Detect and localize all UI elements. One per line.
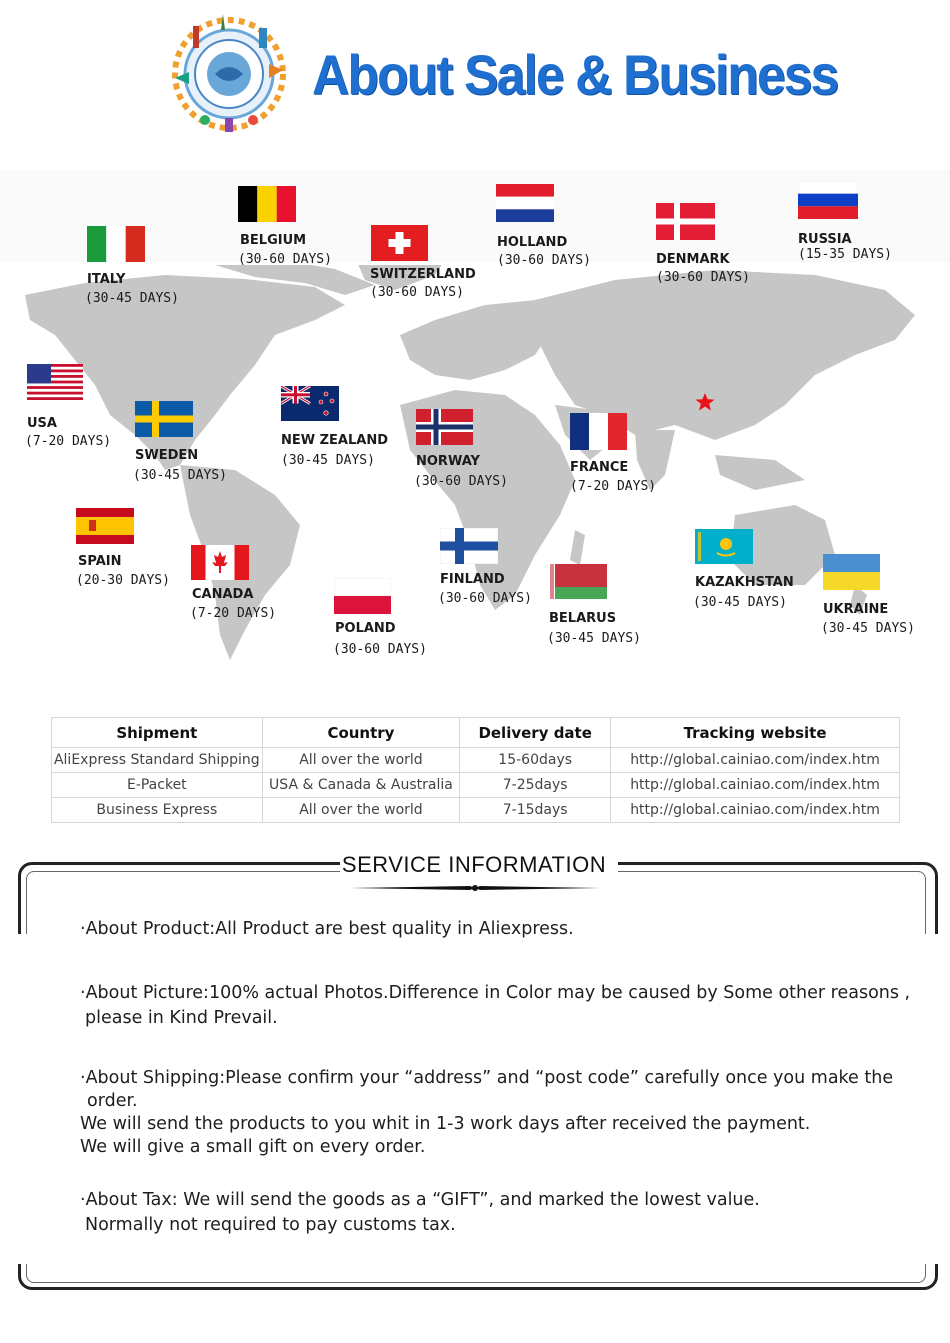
delivery-days: (7-20 DAYS) — [190, 606, 277, 621]
country-cell: All over the world — [262, 748, 460, 773]
table-row — [52, 748, 900, 773]
delivery-days: (30-60 DAYS) — [438, 591, 532, 606]
delivery-cell: 15-60days — [460, 748, 611, 773]
new-zealand-flag-icon — [281, 386, 339, 421]
country-label: SWITZERLAND — [370, 267, 476, 282]
country-cell: All over the world — [262, 798, 460, 823]
title-divider-ornament — [350, 884, 600, 892]
shipment-cell: Business Express — [52, 798, 263, 823]
delivery-days: (15-35 DAYS) — [798, 247, 892, 262]
country-label: CANADA — [192, 587, 254, 602]
italy-flag-icon — [87, 226, 145, 262]
delivery-days: (7-20 DAYS) — [570, 479, 657, 494]
delivery-days: (30-45 DAYS) — [693, 595, 787, 610]
country-label: SPAIN — [78, 554, 122, 569]
delivery-days: (30-60 DAYS) — [414, 474, 508, 489]
tracking-link[interactable]: http://global.cainiao.com/index.htm — [611, 748, 900, 773]
country-label: SWEDEN — [135, 448, 199, 463]
tracking-link[interactable]: http://global.cainiao.com/index.htm — [611, 773, 900, 798]
about-tax-text: ·About Tax: We will send the goods as a “GIFT”, and marked the lowest value. — [80, 1190, 760, 1210]
delivery-days: (30-60 DAYS) — [370, 285, 464, 300]
france-flag-icon — [570, 413, 627, 450]
about-product-text: ·About Product:All Product are best quality in Aliexpress. — [80, 919, 574, 939]
country-label: POLAND — [335, 621, 396, 636]
travel-globe-logo — [165, 8, 293, 136]
star-icon — [695, 392, 715, 412]
country-label: HOLLAND — [497, 235, 568, 250]
country-label: DENMARK — [656, 252, 730, 267]
column-header: Delivery date — [460, 718, 611, 748]
about-shipping-text-cont: order. — [87, 1091, 138, 1111]
table-header-row — [52, 718, 900, 748]
about-picture-text: ·About Picture:100% actual Photos.Difference in Color may be caused by Some other reasons , — [80, 983, 911, 1003]
delivery-days: (30-60 DAYS) — [497, 253, 591, 268]
delivery-days: (20-30 DAYS) — [76, 573, 170, 588]
country-label: BELGIUM — [240, 233, 307, 248]
usa-flag-icon — [27, 364, 83, 400]
belgium-flag-icon — [238, 186, 296, 222]
country-label: USA — [27, 416, 57, 431]
finland-flag-icon — [440, 528, 498, 564]
country-label: UKRAINE — [823, 602, 889, 617]
kazakhstan-flag-icon — [695, 529, 753, 564]
holland-flag-icon — [496, 184, 554, 222]
delivery-days: (7-20 DAYS) — [25, 434, 112, 449]
shipment-cell: E-Packet — [52, 773, 263, 798]
spain-flag-icon — [76, 508, 134, 544]
delivery-days: (30-45 DAYS) — [133, 468, 227, 483]
column-header: Country — [262, 718, 460, 748]
delivery-cell: 7-25days — [460, 773, 611, 798]
about-shipping-text: ·About Shipping:Please confirm your “address” and “post code” carefully once you make the — [80, 1068, 894, 1088]
country-label: RUSSIA — [798, 232, 852, 247]
service-info-title: SERVICE INFORMATION — [341, 852, 607, 877]
delivery-days: (30-45 DAYS) — [281, 453, 375, 468]
delivery-cell: 7-15days — [460, 798, 611, 823]
norway-flag-icon — [416, 409, 473, 445]
delivery-days: (30-60 DAYS) — [238, 252, 332, 267]
delivery-days: (30-45 DAYS) — [547, 631, 641, 646]
country-label: BELARUS — [549, 611, 617, 626]
table-row — [52, 773, 900, 798]
russia-flag-icon — [798, 181, 858, 219]
gift-text: We will give a small gift on every order. — [80, 1137, 426, 1157]
delivery-days: (30-60 DAYS) — [333, 642, 427, 657]
country-label: ITALY — [87, 272, 126, 287]
tracking-link[interactable]: http://global.cainiao.com/index.htm — [611, 798, 900, 823]
shipment-cell: AliExpress Standard Shipping — [52, 748, 263, 773]
delivery-days: (30-45 DAYS) — [85, 291, 179, 306]
shipping-table — [51, 717, 900, 823]
poland-flag-icon — [334, 578, 391, 614]
country-label: KAZAKHSTAN — [695, 575, 794, 590]
canada-flag-icon — [191, 545, 249, 580]
switzerland-flag-icon — [371, 225, 428, 261]
belarus-flag-icon — [549, 564, 607, 599]
column-header: Tracking website — [611, 718, 900, 748]
about-tax-text-cont: Normally not required to pay customs tax. — [85, 1215, 456, 1235]
table-row — [52, 798, 900, 823]
column-header: Shipment — [52, 718, 263, 748]
dispatch-time-text: We will send the products to you whit in 1-3 work days after received the payment. — [80, 1114, 811, 1134]
denmark-flag-icon — [656, 203, 715, 240]
country-cell: USA & Canada & Australia — [262, 773, 460, 798]
sweden-flag-icon — [135, 401, 193, 437]
country-label: NORWAY — [416, 454, 480, 469]
delivery-days: (30-60 DAYS) — [656, 270, 750, 285]
country-label: FRANCE — [570, 460, 629, 475]
country-label: NEW ZEALAND — [281, 433, 389, 448]
country-label: FINLAND — [440, 572, 505, 587]
ukraine-flag-icon — [823, 554, 880, 590]
delivery-days: (30-45 DAYS) — [821, 621, 915, 636]
about-picture-text-cont: please in Kind Prevail. — [85, 1008, 278, 1028]
page-title: About Sale & Business — [312, 43, 838, 106]
